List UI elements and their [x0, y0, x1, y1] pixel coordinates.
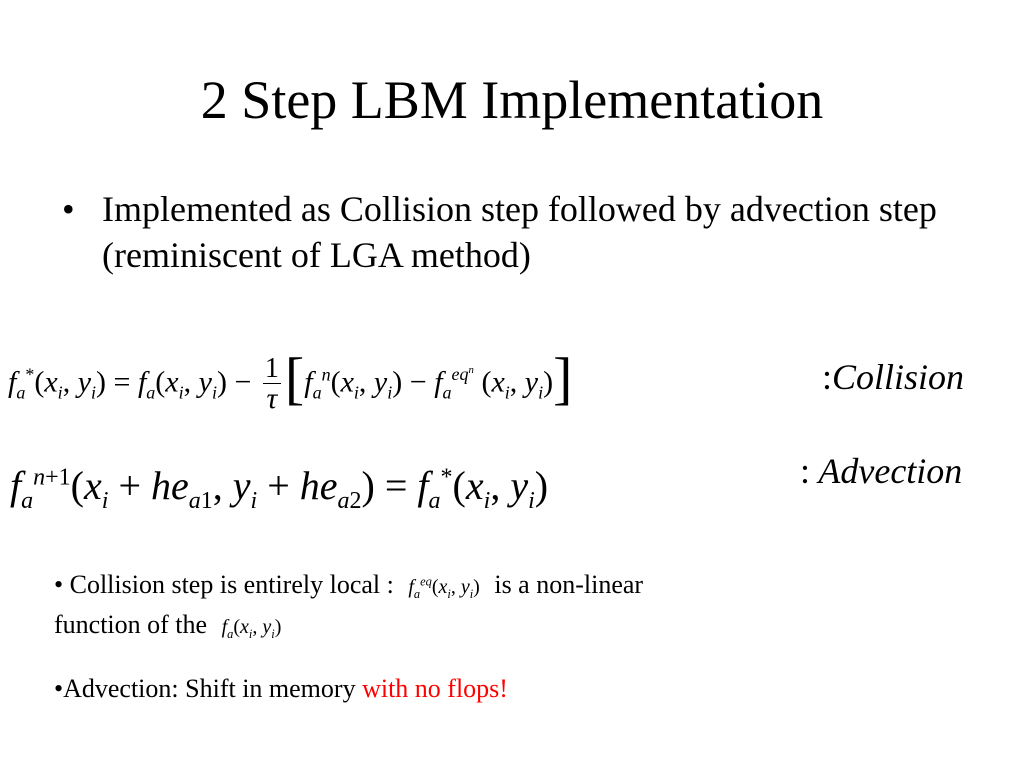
advection-equation: $f_a^{n+1}(x_i + he_{a1}$, $y_i + he_{a2}) = f_a^*(x_i$, $y_i$): [10, 463, 549, 514]
bullet-dot: •: [62, 189, 75, 229]
note-advection: [54, 670, 914, 708]
note1-feq-formula: $f_a^{eq}(x_i$, $y_i$): [408, 574, 480, 601]
collision-label: :Collision: [822, 357, 965, 397]
advection-label-text: Advection: [818, 451, 963, 491]
collision-equation: $f_a^*(x_i$, $y_i) = f_a(x_i$, $y_i$) − $\frac{1}{\tau}$ [$f_a^n(x_i$, $y_i) - f_a^{eq^n}$ ($x_i$, $y_i$)]: [8, 345, 573, 415]
note2-highlight: with no flops!: [362, 674, 508, 703]
slide-title: 2 Step LBM Implementation: [200, 70, 824, 130]
note-collision: [54, 566, 914, 646]
note1-middle: is a non-linear: [494, 570, 644, 599]
note2-prefix: •Advection: Shift in memory: [54, 674, 356, 703]
main-bullet-text: Implemented as Collision step followed by advection step (reminiscent of LGA method): [102, 189, 937, 275]
advection-label: : Advection: [800, 451, 963, 491]
main-bullet: [62, 186, 982, 278]
note1-suffix: function of the: [54, 610, 208, 639]
collision-label-text: Collision: [832, 357, 965, 397]
note1-fa-formula: $f_a(x_i$, $y_i$): [221, 616, 282, 641]
note1-prefix: • Collision step is entirely local :: [54, 570, 394, 599]
